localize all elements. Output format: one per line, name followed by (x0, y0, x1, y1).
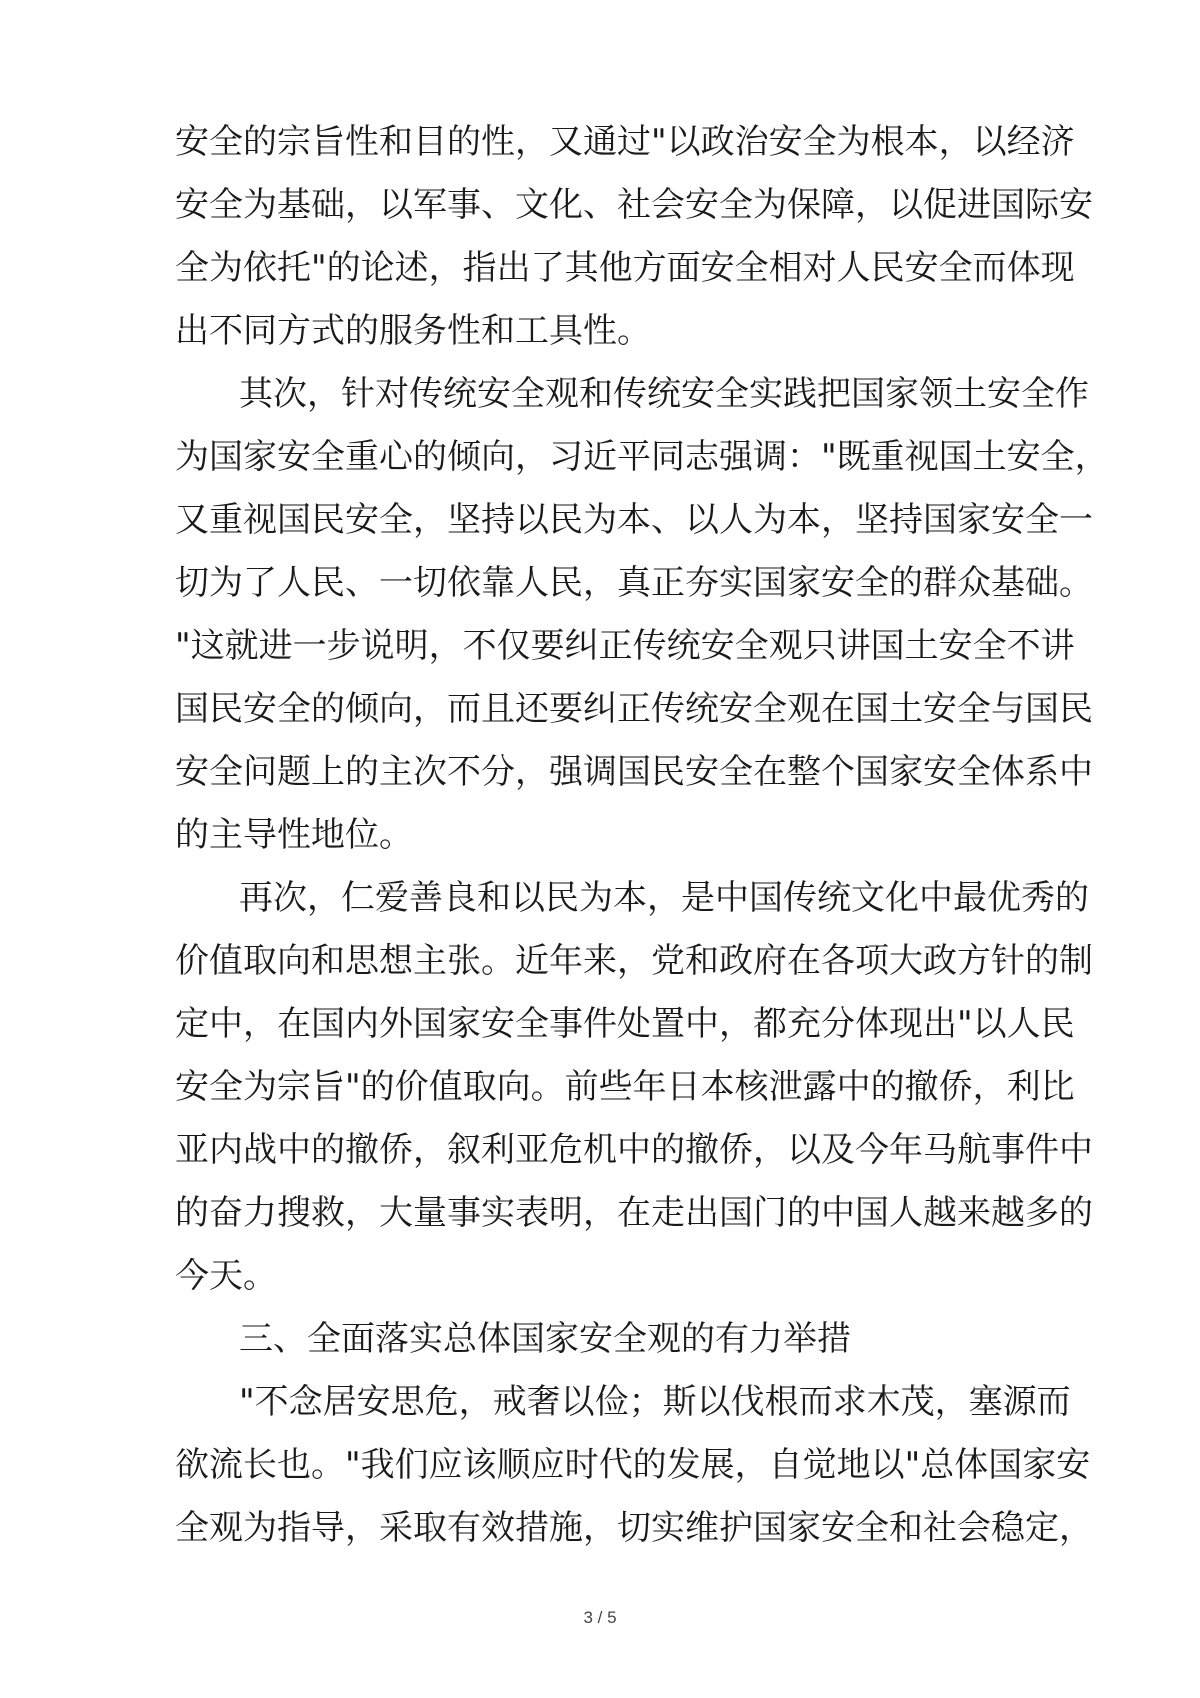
text-line: 切为了人民、一切依靠人民，真正夯实国家安全的群众基础。 (175, 563, 1093, 603)
text-line: 安全为宗旨"的价值取向。前些年日本核泄露中的撤侨，利比 (175, 1067, 1075, 1107)
text-line: 出不同方式的服务性和工具性。 (175, 311, 651, 351)
text-line: 全观为指导，采取有效措施，切实维护国家安全和社会稳定， (175, 1508, 1093, 1548)
text-line: 又重视国民安全，坚持以民为本、以人为本，坚持国家安全一 (175, 500, 1093, 540)
text-line: 全为依托"的论述，指出了其他方面安全相对人民安全而体现 (175, 248, 1075, 288)
text-line: 安全的宗旨性和目的性，又通过"以政治安全为根本，以经济 (175, 122, 1075, 162)
text-line: 定中，在国内外国家安全事件处置中，都充分体现出"以人民 (175, 1004, 1075, 1044)
text-line: 其次，针对传统安全观和传统安全实践把国家领土安全作 (239, 374, 1089, 414)
text-line: 再次，仁爱善良和以民为本，是中国传统文化中最优秀的 (239, 878, 1089, 918)
text-line: 的主导性地位。 (175, 815, 413, 855)
text-line: 欲流长也。"我们应该顺应时代的发展，自觉地以"总体国家安 (175, 1445, 1091, 1485)
page-number: 3 / 5 (583, 1608, 617, 1627)
text-line: 为国家安全重心的倾向，习近平同志强调："既重视国土安全， (175, 437, 1109, 477)
text-line: 今天。 (175, 1256, 277, 1296)
text-line: 安全为基础，以军事、文化、社会安全为保障，以促进国际安 (175, 185, 1093, 225)
text-line: 的奋力搜救，大量事实表明，在走出国门的中国人越来越多的 (175, 1193, 1093, 1233)
text-line: 安全问题上的主次不分，强调国民安全在整个国家安全体系中 (175, 752, 1093, 792)
section-heading: 三、全面落实总体国家安全观的有力举措 (239, 1319, 851, 1359)
text-line: 国民安全的倾向，而且还要纠正传统安全观在国土安全与国民 (175, 689, 1093, 729)
text-line: "这就进一步说明，不仅要纠正传统安全观只讲国土安全不讲 (175, 626, 1075, 666)
text-line: 价值取向和思想主张。近年来，党和政府在各项大政方针的制 (175, 941, 1093, 981)
text-line: 亚内战中的撤侨，叙利亚危机中的撤侨，以及今年马航事件中 (175, 1130, 1093, 1170)
text-line: "不念居安思危，戒奢以俭；斯以伐根而求木茂，塞源而 (239, 1382, 1071, 1422)
